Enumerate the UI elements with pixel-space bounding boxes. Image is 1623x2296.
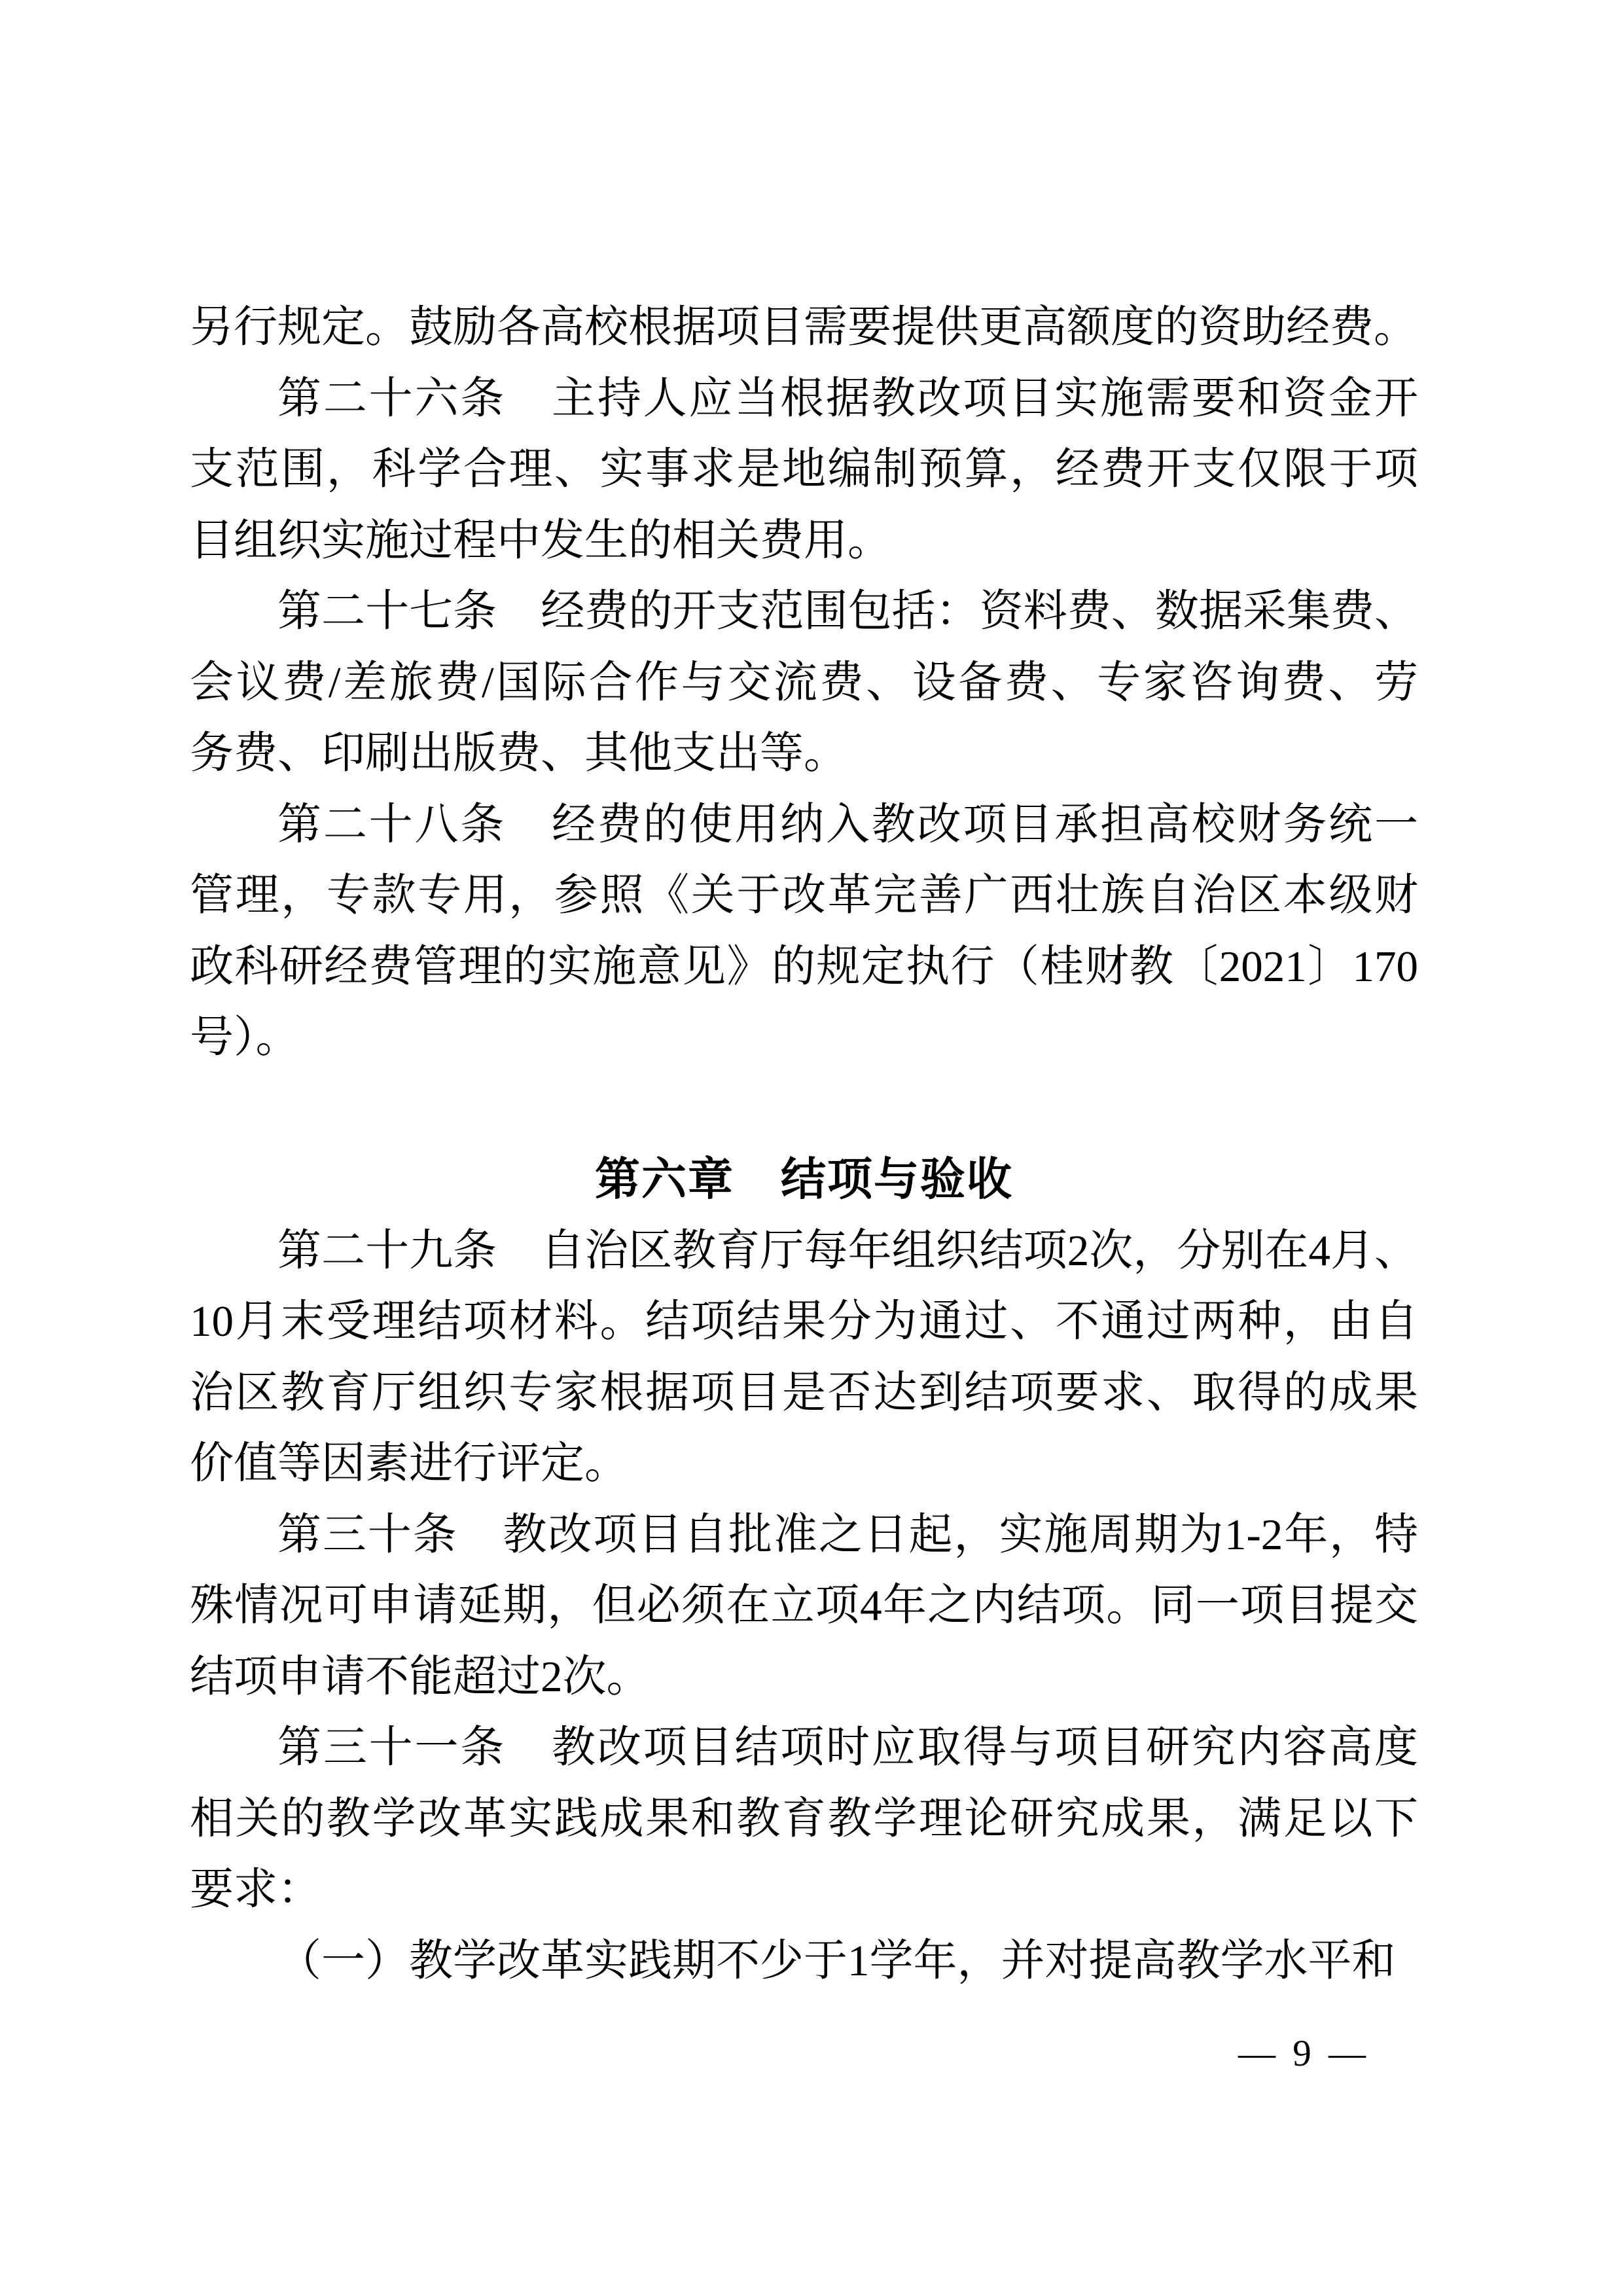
body-line: 结项申请不能超过2次。: [190, 1652, 651, 1701]
body-line: 治区教育厅组织专家根据项目是否达到结项要求、取得的成果: [190, 1368, 1418, 1417]
body-line: 第二十九条 自治区教育厅每年组织结项2次，分别在4月、: [277, 1226, 1418, 1275]
body-line: 第二十八条 经费的使用纳入教改项目承担高校财务统一: [277, 800, 1418, 849]
body-line: 第三十一条 教改项目结项时应取得与项目研究内容高度: [277, 1723, 1418, 1772]
body-line: 第二十六条 主持人应当根据教改项目实施需要和资金开: [277, 374, 1418, 423]
body-line: 号）。: [190, 1013, 300, 1062]
body-line: 第三十条 教改项目自批准之日起，实施周期为1-2年，特: [277, 1510, 1418, 1559]
body-line: 相关的教学改革实践成果和教育教学理论研究成果，满足以下: [190, 1794, 1418, 1843]
body-line: 第二十七条 经费的开支范围包括：资料费、数据采集费、: [277, 587, 1418, 636]
chapter-heading: 第六章 结项与验收: [595, 1154, 1013, 1204]
body-line: 政科研经费管理的实施意见》的规定执行（桂财教〔2021〕170: [190, 942, 1418, 991]
body-line: 目组织实施过程中发生的相关费用。: [190, 516, 891, 565]
body-line: 管理，专款专用，参照《关于改革完善广西壮族自治区本级财: [190, 871, 1418, 920]
body-line: 殊情况可申请延期，但必须在立项4年之内结项。同一项目提交: [190, 1581, 1418, 1630]
document-body: [190, 292, 1418, 1996]
page-number: — 9 —: [1238, 2033, 1366, 2074]
body-line: 务费、印刷出版费、其他支出等。: [190, 729, 847, 778]
body-line: 会议费/差旅费/国际合作与交流费、设备费、专家咨询费、劳: [190, 658, 1418, 707]
body-line: 另行规定。鼓励各高校根据项目需要提供更高额度的资助经费。: [190, 303, 1418, 351]
body-line: 要求：: [190, 1865, 321, 1914]
body-line: 价值等因素进行评定。: [190, 1439, 628, 1488]
body-line: 支范围，科学合理、实事求是地编制预算，经费开支仅限于项: [190, 445, 1418, 493]
body-line: 10月末受理结项材料。结项结果分为通过、不通过两种，由自: [190, 1297, 1418, 1346]
body-line: （一）教学改革实践期不少于1学年，并对提高教学水平和: [277, 1936, 1396, 1985]
